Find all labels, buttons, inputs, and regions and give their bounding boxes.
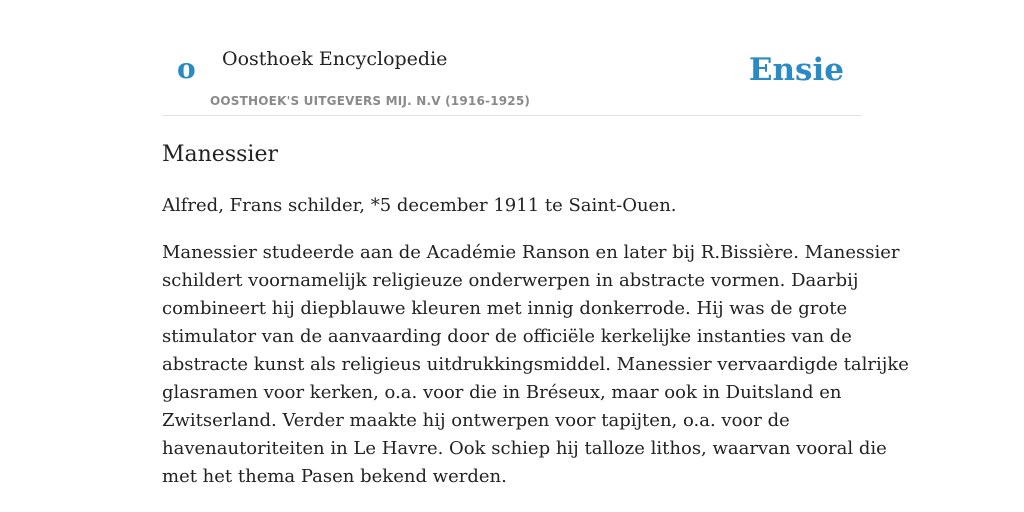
site-logo[interactable]: o — [177, 52, 196, 85]
entry-body-line: glasramen voor kerken, o.a. voor die in Bréseux, maar ook in Duitsland en — [162, 382, 842, 403]
site-subtitle: OOSTHOEK'S UITGEVERS MIJ. N.V (1916-1925) — [210, 94, 531, 108]
entry-body-line: Zwitserland. Verder maakte hij ontwerpen voor tapijten, o.a. voor de — [162, 410, 790, 431]
brand-logo-link[interactable]: Ensie — [748, 52, 844, 88]
entry-body-line: abstracte kunst als religieus uitdrukkingsmiddel. Manessier vervaardigde talrijke — [162, 354, 909, 375]
entry-title: Manessier — [162, 142, 278, 167]
entry-body-line: havenautoriteiten in Le Havre. Ook schiep hij talloze lithos, waarvan vooral die — [162, 438, 887, 459]
entry-body-line: schildert voornamelijk religieuze onderwerpen in abstracte vormen. Daarbij — [162, 270, 859, 291]
site-header — [162, 0, 862, 116]
entry-body-line: combineert hij diepblauwe kleuren met innig donkerrode. Hij was de grote — [162, 298, 848, 319]
entry-body — [162, 239, 909, 491]
site-title[interactable]: Oosthoek Encyclopedie — [222, 48, 448, 70]
entry-lead: Alfred, Frans schilder, *5 december 1911 te Saint-Ouen. — [162, 195, 677, 216]
entry-body-line: met het thema Pasen bekend werden. — [162, 466, 507, 487]
entry-body-line: Manessier studeerde aan de Académie Ranson en later bij R.Bissière. Manessier — [162, 242, 900, 263]
entry-body-line: stimulator van de aanvaarding door de officiële kerkelijke instanties van de — [162, 326, 852, 347]
